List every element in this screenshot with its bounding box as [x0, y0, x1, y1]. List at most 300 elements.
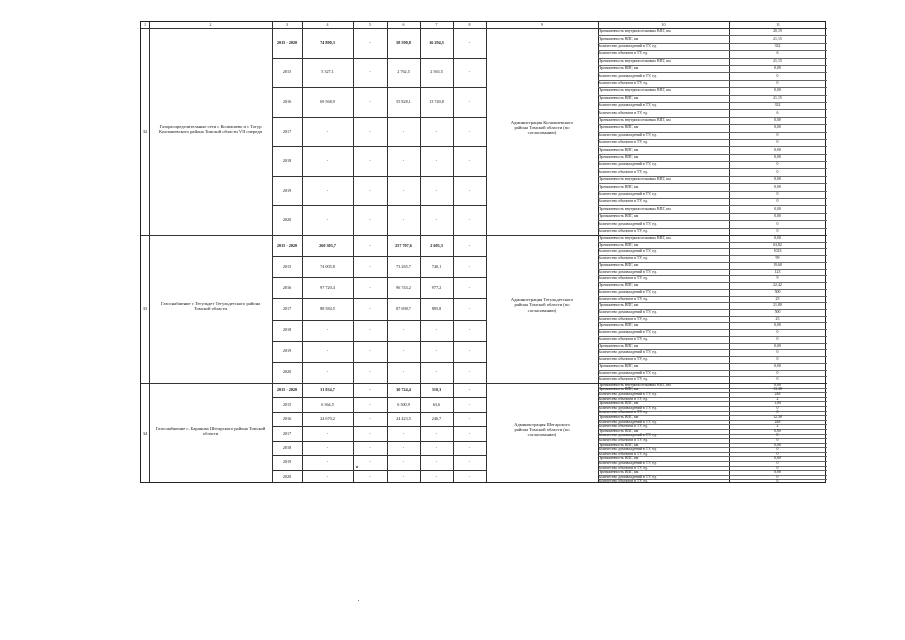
amount-reg: -: [402, 327, 405, 333]
indicator-value: 248: [774, 392, 781, 397]
amount-total: 24 670,2: [320, 416, 335, 422]
year-row-rule: [272, 117, 486, 118]
amount-fed: -: [369, 348, 371, 354]
amount-reg: 87 698,7: [396, 306, 411, 311]
indicator-value: 1023: [773, 249, 782, 254]
indicator-label: Количество домовладений в ТУ, ед.: [598, 249, 657, 254]
indicator-value: 0: [776, 405, 779, 410]
indicator-value: 0: [776, 447, 779, 452]
indicator-label: Количество домовладений в ТУ, ед.: [598, 433, 657, 438]
amount-total: 74 890,3: [320, 39, 335, 45]
amount-ext: -: [468, 217, 471, 223]
indicator-value: 21,15: [773, 95, 782, 100]
amount-ext: -: [468, 263, 471, 269]
indicator-value: 6: [776, 51, 779, 56]
year-cell: 2018: [282, 158, 292, 164]
indicator-value: 123: [774, 269, 781, 274]
indicator-label: Количество объектов в ТУ, ед.: [598, 140, 648, 145]
document-table: [140, 21, 826, 483]
indicator-label: Протяженность ВПГ, км: [598, 154, 639, 159]
indicator-label: Протяженность ВПГ, км: [598, 415, 639, 420]
year-cell: 2020: [282, 369, 292, 375]
indicator-label: Протяженность ВПГ, км: [598, 283, 639, 288]
indicator-value: 19,60: [773, 262, 782, 267]
year-cell: 2015: [282, 263, 292, 269]
indicator-label: Количество объектов в ТУ, ед.: [598, 465, 648, 470]
amount-loc: -: [435, 217, 438, 223]
indicator-label: Количество объектов в ТУ, ед.: [598, 316, 648, 321]
amount-fed: -: [369, 284, 371, 290]
indicator-value: 0,00: [774, 184, 781, 189]
year-cell: 2017: [282, 306, 292, 311]
amount-loc: 16 294,5: [429, 39, 444, 45]
year-cell: 2019: [282, 187, 292, 193]
amount-fed: -: [369, 430, 371, 436]
indicator-label: Количество домовладений в ТУ, ед.: [598, 392, 657, 397]
amount-loc: 2 563,5: [430, 69, 443, 75]
year-row-rule: [272, 441, 486, 442]
indicator-value: 0,00: [774, 66, 781, 71]
year-cell: 2017: [282, 128, 292, 134]
amount-loc: -: [435, 473, 438, 479]
indicator-value: 0: [776, 228, 779, 233]
amount-loc: 740,1: [431, 263, 442, 269]
indicator-label: Количество объектов в ТУ, ед.: [598, 110, 648, 115]
indicator-value: 0,00: [774, 177, 781, 182]
amount-ext: -: [468, 430, 471, 436]
indicator-value: 21,15: [773, 58, 782, 63]
amount-total: -: [326, 158, 329, 164]
indicator-value: 0: [776, 410, 779, 415]
indicator-value: 0,00: [774, 456, 781, 461]
indicator-label: Количество домовладений в ТУ, ед.: [598, 73, 657, 78]
indicator-label: Количество домовладений в ТУ, ед.: [598, 419, 657, 424]
indicator-value: 0: [776, 169, 779, 174]
row-number: 33: [142, 306, 148, 311]
year-cell: 2019: [282, 348, 292, 354]
amount-total: -: [326, 430, 329, 436]
indicator-label: Количество объектов в ТУ, ед.: [598, 410, 648, 415]
column-number: 4: [326, 22, 329, 27]
column-number: 5: [369, 22, 371, 27]
indicator-value: 0,00: [774, 88, 781, 93]
indicator-value: 0: [776, 221, 779, 226]
year-cell: 2015 - 2020: [276, 242, 298, 248]
indicator-value: 0: [776, 199, 779, 204]
indicator-label: Количество домовладений в ТУ, ед.: [598, 44, 657, 49]
indicator-label: Количество объектов в ТУ, ед.: [598, 437, 648, 442]
indicator-label: Протяженность ВПГ, км: [598, 262, 639, 267]
amount-ext: -: [468, 444, 471, 450]
column-number: 11: [776, 22, 780, 27]
indicator-label: Количество объектов в ТУ, ед.: [598, 228, 648, 233]
amount-reg: -: [402, 430, 405, 436]
indicator-label: Количество домовладений в ТУ, ед.: [598, 330, 657, 335]
indicator-value: 0,00: [774, 118, 781, 122]
executor-name: Администрация Шегарского района Томской области (по согласованию): [514, 421, 570, 438]
column-number: 9: [541, 22, 543, 27]
amount-total: -: [326, 348, 329, 354]
column-rule: [302, 22, 303, 482]
indicator-label: Протяженность ВПГ, км: [598, 343, 639, 348]
year-row-rule: [272, 412, 486, 413]
column-number: 2: [209, 22, 212, 27]
amount-fed: -: [369, 459, 371, 465]
amount-fed: -: [369, 416, 371, 422]
indicator-value: 0: [776, 350, 779, 355]
amount-loc: -: [435, 128, 438, 134]
amount-loc: 2 603,3: [430, 242, 443, 248]
row-number: 32: [142, 128, 148, 134]
amount-loc: -: [435, 158, 438, 164]
indicator-label: Количество домовладений в ТУ, ед.: [598, 132, 657, 137]
indicator-label: Количество объектов в ТУ, ед.: [598, 256, 648, 261]
year-row-rule: [272, 362, 486, 363]
amount-reg: 73 265,7: [396, 263, 411, 269]
amount-ext: -: [468, 306, 471, 311]
year-cell: 2017: [282, 430, 292, 436]
year-cell: 2016: [282, 416, 292, 422]
indicator-value: 0: [776, 465, 779, 470]
indicator-value: 0: [776, 437, 779, 442]
indicator-value: 0: [776, 140, 779, 145]
indicator-value: 0,00: [774, 470, 781, 475]
indicator-label: Количество объектов в ТУ, ед.: [598, 276, 648, 281]
amount-reg: -: [402, 217, 405, 223]
amount-total: 6 364,5: [321, 401, 334, 407]
indicator-label: Протяженность ВПГ, км: [598, 323, 639, 328]
column-rule: [353, 22, 354, 482]
amount-fed: -: [369, 158, 371, 164]
year-cell: 2020: [282, 473, 292, 479]
indicator-value: 21,80: [773, 303, 782, 308]
amount-loc: 63,6: [432, 401, 441, 407]
indicator-value: 0,00: [774, 206, 781, 211]
amount-total: -: [326, 217, 329, 223]
amount-total: 5 327,1: [321, 69, 334, 75]
amount-ext: -: [468, 387, 471, 393]
object-name: Газораспределительные сети с Колпашево и с Тогур Колпашевского района Томской области VII очереди: [158, 123, 262, 134]
year-row-rule: [272, 298, 486, 299]
indicator-label: Протяженность внутрипоселковых ВПГ, км: [598, 382, 671, 387]
amount-ext: -: [468, 187, 471, 193]
year-row-rule: [272, 470, 486, 471]
indicator-value: 25: [775, 296, 780, 301]
indicator-value: 0: [776, 73, 779, 78]
amount-fed: -: [369, 263, 371, 269]
indicator-label: Протяженность ВПГ, км: [598, 387, 639, 392]
indicator-label: Протяженность ВПГ, км: [598, 95, 639, 100]
amount-loc: 246,7: [431, 416, 442, 422]
indicator-value: 0: [776, 433, 779, 438]
indicator-label: Количество объектов в ТУ, ед.: [598, 377, 648, 382]
amount-loc: -: [435, 327, 438, 333]
indicator-label: Количество домовладений в ТУ, ед.: [598, 103, 657, 108]
row-number: 34: [142, 430, 148, 436]
indicator-label: Протяженность ВПГ, км: [598, 401, 639, 406]
amount-total: -: [326, 187, 329, 193]
executor-name: Администрация Колпашевского района Томской области (по согласованию): [510, 119, 574, 136]
year-cell: 2018: [282, 444, 292, 450]
indicator-label: Количество домовладений в ТУ, ед.: [598, 405, 657, 410]
amount-total: 74 005,8: [320, 263, 335, 269]
indicator-label: Протяженность внутрипоселковых ВПГ, км: [598, 58, 671, 63]
indicator-value: 0: [776, 162, 779, 167]
indicator-value: 0,00: [774, 214, 781, 219]
indicator-label: Количество объектов в ТУ, ед.: [598, 81, 648, 86]
year-cell: 2020: [282, 217, 292, 223]
amount-reg: 55 828,1: [396, 98, 411, 104]
indicator-value: 25: [775, 316, 780, 321]
amount-ext: -: [468, 473, 471, 479]
year-cell: 2016: [282, 98, 292, 104]
amount-loc: 13 740,8: [429, 98, 444, 104]
amount-ext: -: [468, 284, 471, 290]
indicator-label: Протяженность внутрипоселковых ВПГ, км: [598, 118, 671, 122]
indicator-value: 0,00: [774, 235, 781, 240]
amount-ext: -: [468, 128, 471, 134]
indicator-value: 0,00: [774, 343, 781, 348]
amount-fed: -: [369, 128, 371, 134]
amount-loc: -: [435, 187, 438, 193]
year-row-rule: [272, 455, 486, 456]
amount-reg: -: [402, 369, 405, 375]
indicator-value: 0: [776, 330, 779, 335]
indicator-value: 21,15: [773, 36, 782, 41]
amount-loc: -: [435, 444, 438, 450]
indicator-value: 0: [776, 191, 779, 196]
indicator-label: Количество домовладений в ТУ, ед.: [598, 162, 657, 167]
indicator-value: 0: [776, 451, 779, 456]
column-rule: [149, 22, 150, 482]
amount-total: -: [326, 473, 329, 479]
amount-reg: -: [402, 459, 405, 465]
year-row-rule: [272, 87, 486, 88]
amount-loc: 310,3: [431, 387, 442, 393]
amount-ext: -: [468, 158, 471, 164]
indicator-value: 0,00: [774, 154, 781, 159]
amount-fed: -: [369, 242, 371, 248]
indicator-label: Протяженность внутрипоселковых ВПГ, км: [598, 206, 671, 211]
indicator-label: Количество объектов в ТУ, ед.: [598, 357, 648, 362]
indicator-value: 13,38: [773, 387, 782, 392]
year-row-rule: [272, 277, 486, 278]
indicator-label: Протяженность внутрипоселковых ВПГ, км: [598, 235, 671, 240]
indicator-label: Протяженность ВПГ, км: [598, 442, 639, 447]
indicator-label: Количество объектов в ТУ, ед.: [598, 296, 648, 301]
indicator-value: 500: [774, 289, 781, 294]
indicator-value: 0: [776, 377, 779, 382]
year-cell: 2015: [282, 69, 292, 75]
indicator-label: Протяженность внутрипоселковых ВПГ, км: [598, 177, 671, 182]
amount-loc: 885,8: [431, 306, 442, 311]
indicator-label: Протяженность внутрипоселковых ВПГ, км: [598, 88, 671, 93]
column-rule: [272, 22, 273, 482]
amount-fed: -: [369, 69, 371, 75]
executor-name: Администрация Тегульдетского района Томской области (по согласованию): [510, 297, 574, 313]
amount-ext: -: [468, 348, 471, 354]
indicator-value: 332: [774, 103, 781, 108]
year-row-rule: [272, 205, 486, 206]
column-number: 10: [661, 22, 666, 27]
indicator-value: 12,38: [773, 415, 782, 420]
amount-reg: 58 590,8: [396, 39, 411, 45]
indicator-value: 0: [776, 479, 779, 484]
indicator-label: Количество объектов в ТУ, ед.: [598, 199, 648, 204]
amount-ext: -: [468, 242, 471, 248]
indicator-label: Протяженность ВПГ, км: [598, 36, 639, 41]
indicator-label: Протяженность ВПГ, км: [598, 242, 639, 247]
indicator-label: Количество домовладений в ТУ, ед.: [598, 460, 657, 465]
amount-reg: -: [402, 187, 405, 193]
column-number: 6: [402, 22, 405, 27]
amount-ext: -: [468, 327, 471, 333]
indicator-label: Количество объектов в ТУ, ед.: [598, 169, 648, 174]
indicator-value: 0: [776, 460, 779, 465]
indicator-value: 332: [774, 44, 781, 49]
amount-reg: 2 762,5: [397, 69, 410, 75]
indicator-label: Протяженность ВПГ, км: [598, 147, 639, 152]
indicator-value: 0,00: [774, 125, 781, 130]
indicator-value: 20,19: [773, 29, 782, 34]
indicator-value: 0,00: [774, 323, 781, 328]
indicator-label: Протяженность ВПГ, км: [598, 303, 639, 308]
amount-fed: -: [369, 327, 371, 333]
indicator-label: Количество домовладений в ТУ, ед.: [598, 191, 657, 196]
amount-reg: 6 300,9: [397, 401, 410, 407]
indicator-value: 22,42: [773, 283, 782, 288]
amount-ext: -: [468, 69, 471, 75]
column-number: 1: [144, 22, 146, 27]
year-row-rule: [272, 341, 486, 342]
indicator-value: 0,00: [774, 428, 781, 433]
amount-total: -: [326, 128, 329, 134]
year-row-rule: [272, 426, 486, 427]
amount-loc: 977,2: [431, 284, 442, 290]
indicator-label: Количество домовладений в ТУ, ед.: [598, 350, 657, 355]
amount-ext: -: [468, 416, 471, 422]
indicator-label: Протяженность ВПГ, км: [598, 66, 639, 71]
object-name: Газоснабжение с Тегульдет Тегульдетского района Томской области: [160, 301, 261, 312]
indicator-label: Количество домовладений в ТУ, ед.: [598, 309, 657, 314]
amount-total: 69 568,9: [320, 98, 335, 104]
indicator-value: 500: [774, 309, 781, 314]
indicator-value: 99: [775, 256, 780, 261]
amount-total: 260 303,7: [319, 242, 336, 248]
indicator-value: 0,00: [774, 442, 781, 447]
year-row-rule: [272, 176, 486, 177]
indicator-label: Протяженность ВПГ, км: [598, 184, 639, 189]
indicator-value: 0,00: [774, 147, 781, 152]
scan-speck: [356, 466, 358, 468]
amount-total: 88 584,5: [320, 306, 335, 311]
column-number: 7: [435, 22, 438, 27]
amount-reg: -: [402, 473, 405, 479]
amount-fed: -: [369, 444, 371, 450]
indicator-label: Количество объектов в ТУ, ед.: [598, 479, 648, 484]
indicator-value: 0: [776, 132, 779, 137]
indicator-label: Количество домовладений в ТУ, ед.: [598, 221, 657, 226]
indicator-label: Количество домовладений в ТУ, ед.: [598, 474, 657, 479]
year-row-rule: [272, 146, 486, 147]
indicator-label: Количество домовладений в ТУ, ед.: [598, 370, 657, 375]
indicator-value: 2: [776, 396, 779, 401]
indicator-value: 9: [776, 276, 779, 281]
indicator-label: Количество домовладений в ТУ, ед.: [598, 269, 657, 274]
indicator-value: 6: [776, 110, 779, 115]
year-cell: 2015: [282, 401, 292, 407]
amount-reg: 30 724,4: [396, 387, 411, 393]
indicator-label: Количество объектов в ТУ, ед.: [598, 396, 648, 401]
year-cell: 2015 - 2020: [276, 39, 298, 45]
indicator-label: Количество объектов в ТУ, ед.: [598, 451, 648, 456]
indicator-label: Протяженность ВПГ, км: [598, 470, 639, 475]
year-row-rule: [272, 320, 486, 321]
indicator-value: 248: [774, 419, 781, 424]
indicator-value: 0: [776, 370, 779, 375]
indicator-value: 0,00: [774, 382, 781, 387]
amount-reg: 257 707,6: [395, 242, 412, 248]
amount-total: -: [326, 459, 329, 465]
column-rule: [486, 22, 487, 482]
amount-reg: -: [402, 128, 405, 134]
indicator-value: 0: [776, 336, 779, 341]
year-row-rule: [272, 397, 486, 398]
amount-ext: -: [468, 98, 471, 104]
indicator-value: 0: [776, 81, 779, 86]
amount-fed: -: [369, 187, 371, 193]
amount-total: -: [326, 369, 329, 375]
year-cell: 2016: [282, 284, 292, 290]
indicator-label: Протяженность внутрипоселковых ВПГ, км: [598, 29, 671, 34]
object-name: Газоснабжение с. Баранова Шегарского района Томской области: [155, 425, 266, 436]
amount-loc: -: [435, 348, 438, 354]
year-cell: 2018: [282, 327, 292, 333]
amount-total: 97 720,4: [320, 284, 335, 290]
indicator-value: 0: [776, 357, 779, 362]
indicator-label: Протяженность ВПГ, км: [598, 214, 639, 219]
year-cell: 2019: [282, 459, 292, 465]
indicator-value: 1,00: [774, 401, 781, 406]
amount-ext: -: [468, 401, 471, 407]
amount-fed: -: [369, 401, 371, 407]
year-row-rule: [272, 256, 486, 257]
column-number: 8: [468, 22, 471, 27]
amount-reg: -: [402, 158, 405, 164]
amount-ext: -: [468, 459, 471, 465]
indicator-label: Количество объектов в ТУ, ед.: [598, 51, 648, 56]
indicator-label: Количество объектов в ТУ, ед.: [598, 336, 648, 341]
amount-loc: -: [435, 430, 438, 436]
amount-loc: -: [435, 369, 438, 375]
amount-fed: -: [369, 98, 371, 104]
amount-ext: -: [468, 39, 471, 45]
amount-ext: -: [468, 369, 471, 375]
amount-reg: 24 423,5: [396, 416, 411, 422]
amount-total: -: [326, 327, 329, 333]
indicator-label: Количество домовладений в ТУ, ед.: [598, 447, 657, 452]
scan-speck: [358, 600, 359, 601]
indicator-label: Количество домовладений в ТУ, ед.: [598, 289, 657, 294]
amount-fed: -: [369, 473, 371, 479]
indicator-value: 0: [776, 474, 779, 479]
amount-loc: -: [435, 459, 438, 465]
year-row-rule: [272, 58, 486, 59]
indicator-label: Протяженность ВПГ, км: [598, 363, 639, 368]
amount-total: 31 034,7: [320, 387, 335, 393]
amount-fed: -: [369, 387, 371, 393]
amount-fed: -: [369, 39, 371, 45]
